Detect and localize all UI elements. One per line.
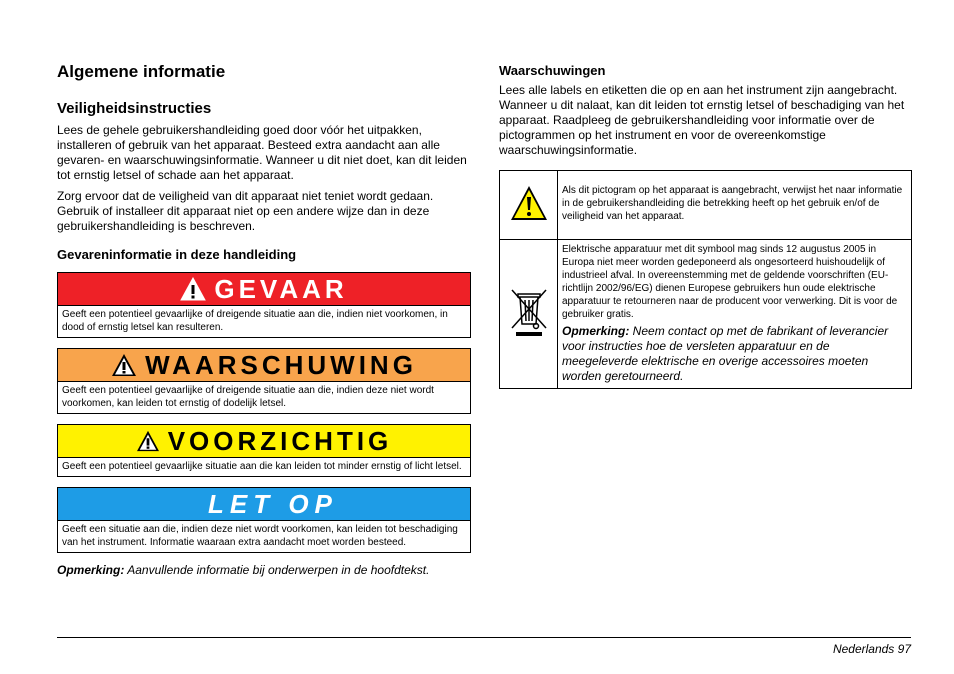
warning-box [57,348,471,414]
paragraph: Lees de gehele gebruikershandleiding goed door vóór het uitpakken, installeren of gebruik van het apparaat. Besteed extra aandacht aan alle gevaren- en waarschuwingsinformatie. Wanneer u dit niet doet, kan dit leiden tot ernstig letsel of schade aan het apparaat. [57,123,467,182]
symbol-description-cell [558,240,912,389]
table-row [500,171,912,240]
warning-triangle-icon [136,430,160,452]
notice-box [57,487,471,553]
symbol-description: Als dit pictogram op het apparaat is aangebracht, verwijst het naar informatie in de gebruikershandleiding die betrekking heeft op het gebruik en/of de veiligheid van het apparaat. [558,171,912,240]
notice-banner [58,488,470,521]
warning-triangle-icon [509,184,549,222]
signal-word: LET OP [208,489,338,519]
caution-banner [58,425,470,458]
signal-word: GEVAAR [214,274,348,304]
danger-box [57,272,471,338]
section-heading: Veiligheidsinstructies [57,100,212,117]
note-text: Neem contact op met de fabrikant of leverancier voor instructies hoe de versleten apparatuur en de meegeleverde elektrische en overige accessoires moeten worden geretourneerd. [562,324,889,383]
warning-triangle-icon [180,277,206,301]
caution-box [57,424,471,477]
paragraph: Zorg ervoor dat de veiligheid van dit apparaat niet teniet wordt gedaan. Gebruik of installeer dit apparaat niet op een andere wijze dan in deze gebruikershandleiding is beschreven. [57,189,434,233]
subsection-heading: Gevareninformatie in deze handleiding [57,247,297,262]
danger-banner [58,273,470,306]
crossed-bin-icon [508,284,550,340]
icon-cell [500,171,558,240]
right-column [499,62,912,389]
note [57,563,471,578]
icon-cell [500,240,558,389]
page-footer: Nederlands 97 [832,642,911,656]
box-description: Geeft een potentieel gevaarlijke of dreigende situatie aan die, indien deze niet wordt voorkomen, kan leiden tot ernstig of dodelijk letsel. [62,385,434,409]
note-text: Aanvullende informatie bij onderwerpen in de hoofdtekst. [124,563,430,577]
warning-triangle-icon [111,353,137,377]
note-label: Opmerking: [57,563,125,577]
signal-word: WAARSCHUWING [145,350,417,380]
symbols-table [499,170,912,389]
footer-divider [57,637,911,638]
box-description: Geeft een situatie aan die, indien deze niet wordt voorkomen, kan leiden tot beschadiging van het instrument. Informatie waaraan extra aandacht moet worden besteed. [62,524,458,548]
warning-banner [58,349,470,382]
table-row [500,240,912,389]
symbol-description: Elektrische apparatuur met dit symbool mag sinds 12 augustus 2005 in Europa niet meer worden gedeponeerd als ongesorteerd huishoudelijk of industrieel afval. In overeenstemming met de geldende voorschriften (EU-richtlijn 2002/96/EG) dienen Europese gebruikers hun oude elektrische apparatuur te retourneren naar de producent voor verwerking. Dit is voor de gebruiker gratis. [562,244,898,320]
section-heading: Waarschuwingen [499,63,606,78]
page-title: Algemene informatie [57,62,226,81]
note [562,324,907,384]
box-description: Geeft een potentieel gevaarlijke situatie aan die kan leiden tot minder ernstig of licht letsel. [62,461,462,472]
note-label: Opmerking: [562,324,630,338]
left-column [57,60,471,578]
signal-word: VOORZICHTIG [167,426,393,456]
paragraph: Lees alle labels en etiketten die op en aan het instrument zijn aangebracht. Wanneer u dit nalaat, kan dit leiden tot ernstig letsel of beschadiging van het apparaat. Raadpleeg de gebruikershandleiding voor informatie over de pictogrammen op het instrument en voor de overeenkomstige waarschuwingsinformatie. [499,83,905,157]
box-description: Geeft een potentieel gevaarlijke of dreigende situatie aan die, indien niet voorkomen, in dood of ernstig letsel kan resulteren. [62,309,448,333]
